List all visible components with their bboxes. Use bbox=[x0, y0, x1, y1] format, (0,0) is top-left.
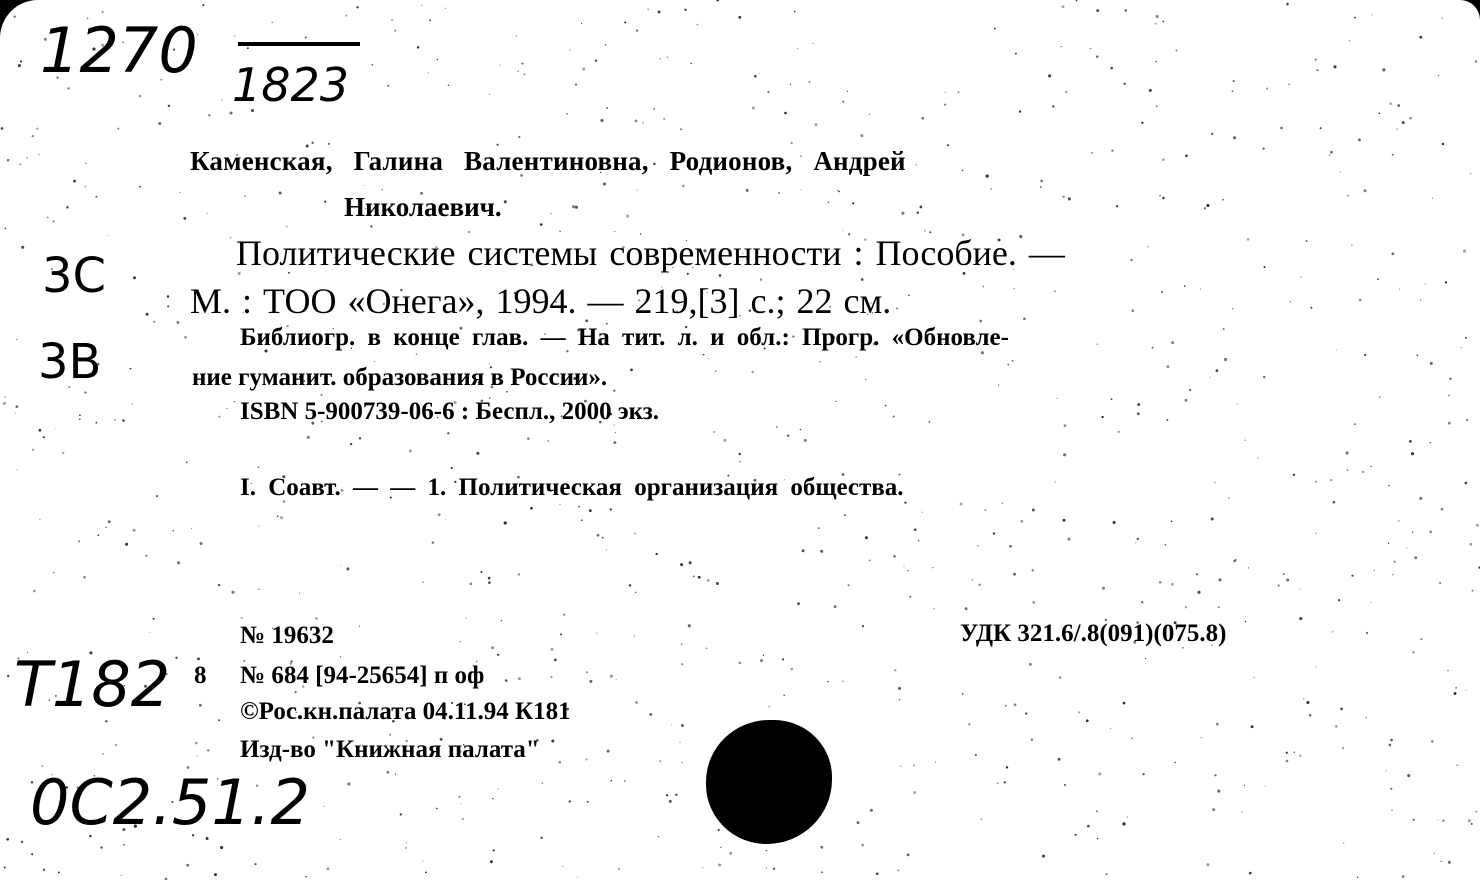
entry-heading-line-1: Каменская, Галина Валентиновна, Родионов, Андрей bbox=[190, 146, 906, 176]
copyright-line: ©Рос.кн.палата 04.11.94 К181 bbox=[240, 698, 571, 725]
entry-heading-line-2: Николаевич. bbox=[344, 192, 502, 222]
handwritten-code-1: Т182 bbox=[14, 648, 171, 721]
udc-code: УДК 321.6/.8(091)(075.8) bbox=[960, 620, 1227, 647]
entry-isbn: ISBN 5-900739-06-6 : Беспл., 2000 экз. bbox=[240, 398, 660, 425]
publisher-line: Изд-во "Книжная палата" bbox=[240, 736, 540, 763]
footer-digit: 8 bbox=[194, 662, 207, 689]
shelf-mark-bottom: 1823 bbox=[232, 58, 350, 112]
entry-note-line-1: Библиогр. в конце глав. — На тит. л. и обл.: Прогр. «Обновле- bbox=[240, 324, 1009, 351]
entry-tracings: I. Соавт. — — 1. Политическая организация общества. bbox=[240, 474, 904, 501]
shelf-mark-top: 1270 bbox=[40, 14, 198, 87]
handwritten-code-2: 0С2.51.2 bbox=[30, 766, 310, 839]
margin-mark-2: 3В bbox=[38, 334, 102, 390]
entry-title-line-1: Политические системы современности : Пособие. — bbox=[236, 233, 1065, 273]
margin-mark-1: 3С bbox=[42, 248, 107, 304]
entry-note-line-2: ние гуманит. образования в России». bbox=[192, 364, 608, 391]
record-number-2: № 684 [94-25654] п оф bbox=[240, 662, 485, 689]
entry-title-line-2: М. : ТОО «Онега», 1994. — 219,[3] с.; 22 см. bbox=[190, 281, 892, 321]
record-number: № 19632 bbox=[240, 622, 334, 649]
shelf-mark-rule bbox=[238, 42, 360, 46]
